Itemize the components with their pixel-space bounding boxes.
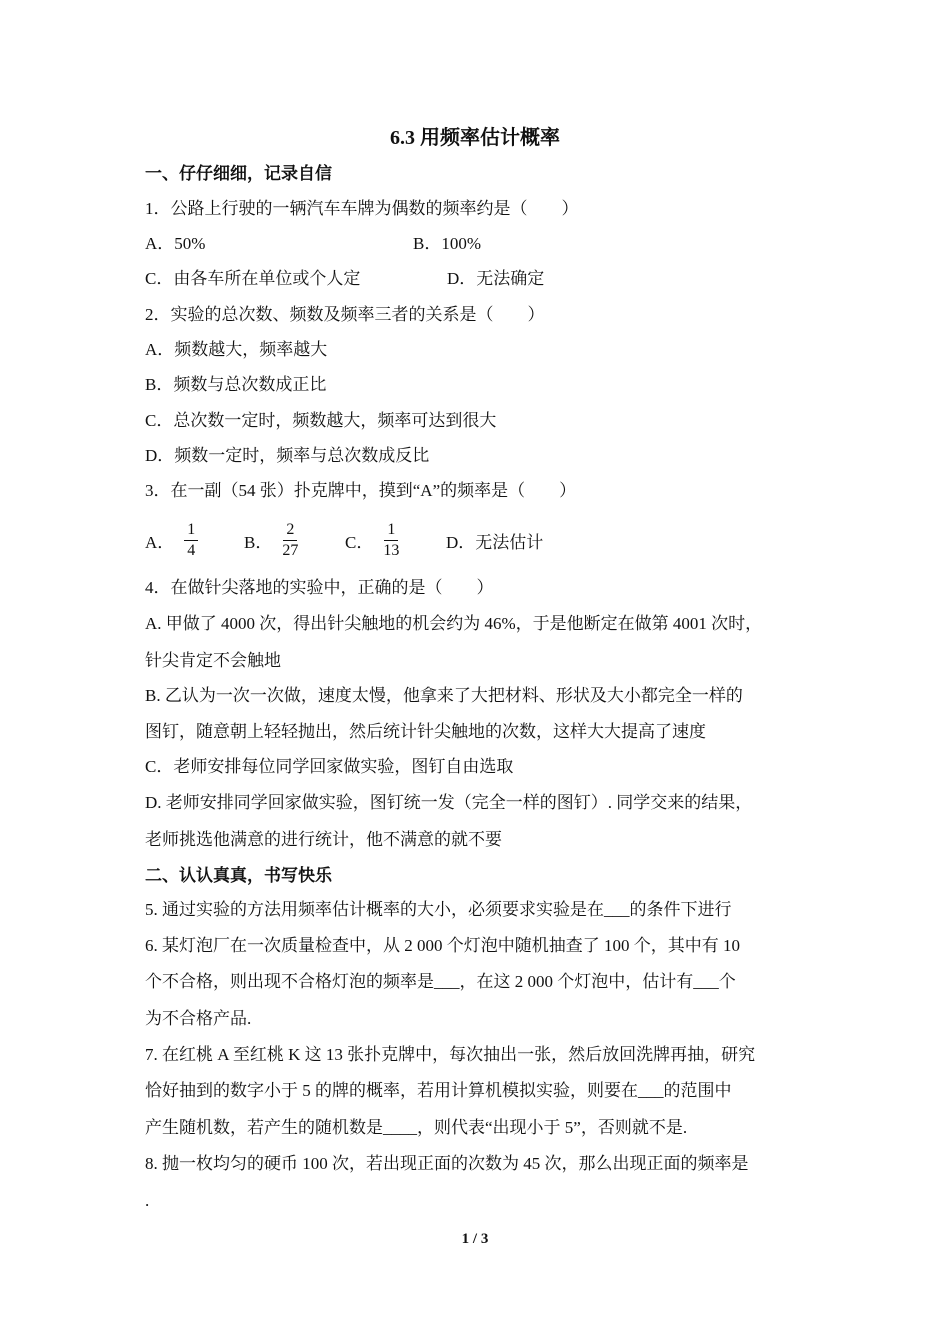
- page-title: 6.3 用频率估计概率: [390, 127, 560, 149]
- question-3-option-b: [244, 516, 298, 564]
- question-4-option-b-line-1: B. 乙认为一次一次做，速度太慢，他拿来了大把材料、形状及大小都完全一样的: [145, 686, 743, 705]
- question-5: 5. 通过实验的方法用频率估计概率的大小，必须要求实验是在___的条件下进行: [145, 900, 732, 919]
- option-text: D．无法估计: [446, 532, 544, 552]
- question-6-line-3: 为不合格产品.: [145, 1009, 252, 1028]
- question-4-stem: 4．在做针尖落地的实验中，正确的是（ ）: [145, 578, 494, 597]
- question-2-option-b: B．频数与总次数成正比: [145, 375, 327, 394]
- question-7-line-1: 7. 在红桃 A 至红桃 K 这 13 张扑克牌中，每次抽出一张，然后放回洗牌再抽，研究: [145, 1045, 756, 1064]
- question-6-line-1: 6. 某灯泡厂在一次质量检查中，从 2 000 个灯泡中随机抽查了 100 个，其中有 10: [145, 936, 740, 955]
- question-4-option-d-line-1: D. 老师安排同学回家做实验，图钉统一发（完全一样的图钉）. 同学交来的结果，: [145, 793, 753, 812]
- numerator: 1: [384, 520, 398, 541]
- question-4-option-a-line-2: 针尖肯定不会触地: [145, 651, 281, 670]
- section-heading-1: 一、仔仔细细，记录自信: [145, 164, 332, 183]
- question-1-option-b: B．100%: [413, 234, 481, 253]
- option-label: C．: [345, 532, 374, 552]
- question-1-option-d: D．无法确定: [447, 269, 545, 288]
- question-4-option-d-line-2: 老师挑选他满意的进行统计，他不满意的就不要: [145, 830, 502, 849]
- numerator: 2: [283, 520, 297, 541]
- question-2-option-a: A．频数越大，频率越大: [145, 340, 328, 359]
- option-label: A．: [145, 532, 175, 552]
- denominator: 4: [187, 541, 196, 559]
- question-2-option-d: D．频数一定时，频率与总次数成反比: [145, 446, 430, 465]
- question-2-option-c: C．总次数一定时，频数越大，频率可达到很大: [145, 411, 497, 430]
- question-8-line-2: .: [145, 1191, 150, 1210]
- question-4-option-b-line-2: 图钉，随意朝上轻轻抛出，然后统计针尖触地的次数，这样大大提高了速度: [145, 722, 706, 741]
- question-4-option-c: C．老师安排每位同学回家做实验，图钉自由选取: [145, 757, 514, 776]
- page-number: 1 / 3: [461, 1231, 489, 1247]
- question-3-option-d: [446, 516, 543, 564]
- question-3-option-a: [145, 516, 198, 564]
- numerator: 1: [184, 520, 198, 541]
- fraction: [282, 520, 298, 561]
- fraction: [383, 520, 399, 561]
- question-1-stem: 1．公路上行驶的一辆汽车车牌为偶数的频率约是（ ）: [145, 199, 579, 218]
- question-1-option-c: C．由各车所在单位或个人定: [145, 269, 361, 288]
- question-6-line-2: 个不合格，则出现不合格灯泡的频率是___，在这 2 000 个灯泡中，估计有___个: [145, 972, 736, 991]
- fraction: [184, 520, 198, 561]
- question-7-line-3: 产生随机数，若产生的随机数是____，则代表“出现小于 5”，否则就不是.: [145, 1118, 688, 1137]
- question-8-line-1: 8. 抛一枚均匀的硬币 100 次，若出现正面的次数为 45 次，那么出现正面的频率是: [145, 1154, 749, 1173]
- denominator: 27: [282, 541, 299, 559]
- question-1-option-a: A．50%: [145, 234, 206, 253]
- question-3-option-c: [345, 516, 399, 564]
- question-4-option-a-line-1: A. 甲做了 4000 次，得出针尖触地的机会约为 46%，于是他断定在做第 4001 次时，: [145, 614, 763, 633]
- option-label: B．: [244, 532, 273, 552]
- question-3-stem: 3．在一副（54 张）扑克牌中，摸到“A”的频率是（ ）: [145, 481, 577, 500]
- section-heading-2: 二、认认真真，书写快乐: [145, 866, 332, 885]
- denominator: 13: [383, 541, 400, 559]
- question-2-stem: 2．实验的总次数、频数及频率三者的关系是（ ）: [145, 305, 545, 324]
- question-7-line-2: 恰好抽到的数字小于 5 的牌的概率，若用计算机模拟实验，则要在___的范围中: [145, 1081, 732, 1100]
